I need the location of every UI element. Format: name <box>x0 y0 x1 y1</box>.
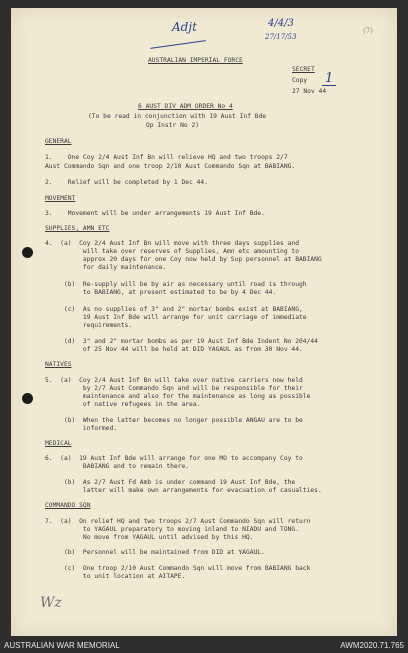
para-4a-line-1: 4. (a) Coy 2/4 Aust Inf Bn will move with three days supplies and <box>45 240 300 247</box>
copy-label: Copy <box>292 77 308 84</box>
punch-hole-bottom <box>22 393 33 404</box>
footer-institution: AUSTRALIAN WAR MEMORIAL <box>4 641 120 650</box>
handwritten-file-ref-top: 4/4/3 <box>268 18 294 29</box>
section-heading-supplies: SUPPLIES, AMN ETC <box>45 225 110 232</box>
para-4c-line-1: (c) As no supplies of 3" and 2" mortar bombs exist at BABIANG, <box>45 306 303 313</box>
handwritten-file-ref-bottom: 27/17/53 <box>265 33 297 41</box>
para-5a-line-3: maintenance and also for the maintenance as long as possible <box>45 393 311 400</box>
handwritten-adjt: Adjt <box>172 20 197 34</box>
para-7c-line-2: to unit location at AITAPE. <box>45 573 186 580</box>
section-heading-general: GENERAL <box>45 138 72 145</box>
para-6b-line-1: (b) As 2/7 Aust Fd Amb is under command 19 Aust Inf Bde, the <box>45 479 296 486</box>
para-4b-line-1: (b) Re-supply will be by air as necessary until road is through <box>45 281 307 288</box>
handwritten-copy-number: 1 <box>325 71 334 86</box>
section-heading-commando-sqn: COMMANDO SQN <box>45 502 91 509</box>
para-7a-line-1: 7. (a) On relief HQ and two troops 2/7 Aust Commando Sqn will return <box>45 518 311 525</box>
section-heading-movement: MOVEMENT <box>45 195 76 202</box>
para-4a-line-3: approx 20 days for one Coy now held by Sup personnel at BABIANG <box>45 256 322 263</box>
para-5b-line-2: informed. <box>45 425 118 432</box>
para-5b-line-1: (b) When the latter becomes no longer possible ANGAU are to be <box>45 417 303 424</box>
para-4b-line-2: to BABIANG, at present estimated to be by 4 Dec 44. <box>45 289 277 296</box>
para-1-line-2: Aust Commando Sqn and one troop 2/10 Aust Commando Sqn at BABIANG. <box>45 163 296 170</box>
copy-number-underline <box>322 85 336 86</box>
para-4d-line-1: (d) 3" and 2" mortar bombs as per 19 Aust Inf Bde Indent No 204/44 <box>45 338 318 345</box>
para-5a-line-1: 5. (a) Coy 2/4 Aust Inf Bn will take over native carriers now held <box>45 377 303 384</box>
para-4c-line-2: 19 Aust Inf Bde will arrange for unit carriage of immediate <box>45 314 307 321</box>
para-5a-line-2: by 2/7 Aust Commando Sqn and will be responsible for their <box>45 385 303 392</box>
handwritten-initials: Wz <box>40 595 62 611</box>
para-7c-line-1: (c) One troop 2/10 Aust Commando Sqn will move from BABIANG back <box>45 565 311 572</box>
para-4a-line-2: will take over reserves of Supplies, Amn etc amounting to <box>45 248 300 255</box>
security-classification: SECRET <box>292 66 315 73</box>
para-5a-line-4: of native refugees in the area. <box>45 401 201 408</box>
footer-accession-number: AWM2020.71.765 <box>340 641 404 650</box>
para-6a-line-1: 6. (a) 19 Aust Inf Bde will arrange for one MO to accompany Coy to <box>45 455 303 462</box>
para-2: 2. Relief will be completed by 1 Dec 44. <box>45 179 209 186</box>
handwritten-corner-mark: (7) <box>363 27 373 35</box>
para-6a-line-2: BABIANG and to remain there. <box>45 463 190 470</box>
section-heading-natives: NATIVES <box>45 361 72 368</box>
order-date: 27 Nov 44 <box>292 88 327 95</box>
para-4a-line-4: for daily maintenance. <box>45 264 167 271</box>
para-4d-line-2: of 25 Nov 44 will be held at DID YAGAUL as from 30 Nov 44. <box>45 346 303 353</box>
order-title: 6 AUST DIV ADM ORDER No 4 <box>138 103 233 110</box>
para-7a-line-3: No move from YAGAUL until advised by this HQ. <box>45 534 254 541</box>
order-subtitle-line-2: Op Instr No 2) <box>146 122 200 129</box>
punch-hole-top <box>22 247 33 258</box>
para-6b-line-2: latter will make own arrangements for evacuation of casualties. <box>45 487 322 494</box>
section-heading-medical: MEDICAL <box>45 440 72 447</box>
para-7a-line-2: to YAGAUL preparatory to moving inland to NIADU and TONG. <box>45 526 300 533</box>
order-subtitle-line-1: (To be read in conjunction with 19 Aust Inf Bde <box>88 113 267 120</box>
para-4c-line-3: requirements. <box>45 322 133 329</box>
para-7b: (b) Personnel will be maintained from DID at YAGAUL. <box>45 549 265 556</box>
para-1-line-1: 1. One Coy 2/4 Aust Inf Bn will relieve HQ and two troops 2/7 <box>45 154 288 161</box>
para-3: 3. Movement will be under arrangements 19 Aust Inf Bde. <box>45 210 265 217</box>
force-heading: AUSTRALIAN IMPERIAL FORCE <box>148 57 243 64</box>
